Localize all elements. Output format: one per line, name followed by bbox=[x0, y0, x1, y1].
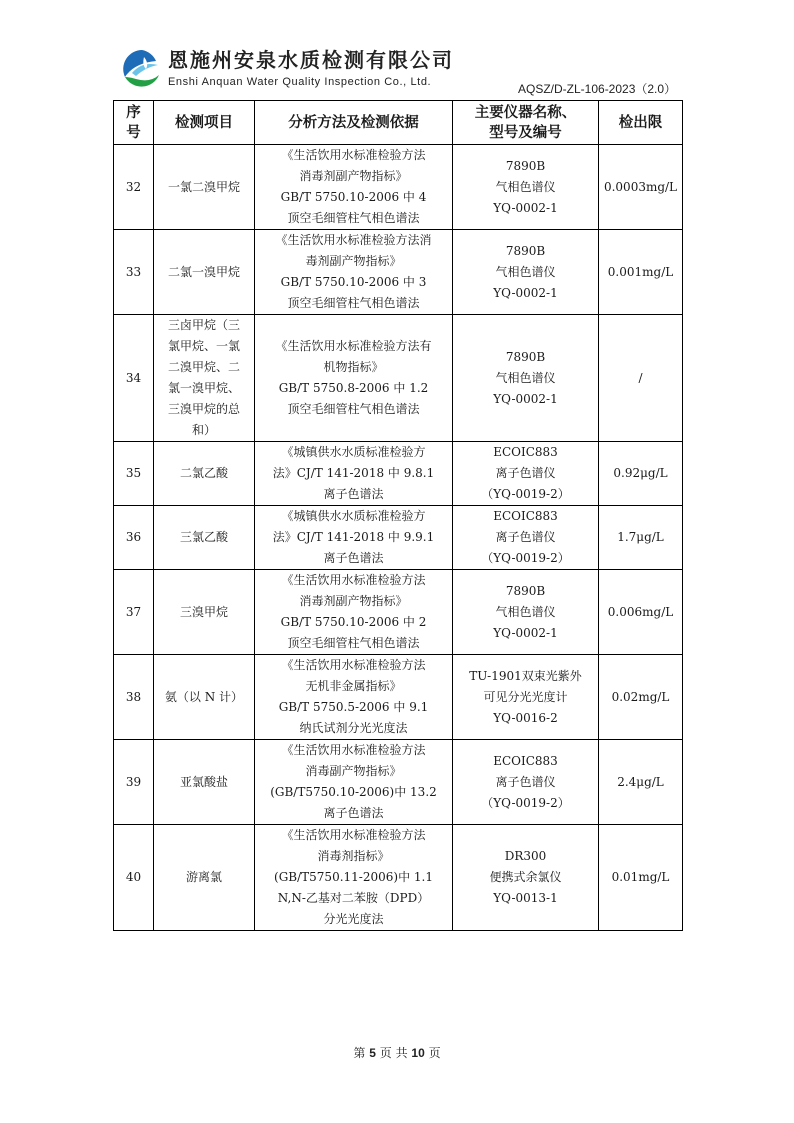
table-row bbox=[114, 825, 683, 931]
header-instrument bbox=[453, 101, 599, 145]
cell-instrument bbox=[453, 442, 599, 506]
cell-method-line: GB/T 5750.10-2006 中 3 bbox=[280, 275, 427, 289]
footer-total-pages: 10 bbox=[411, 1046, 425, 1060]
cell-instrument bbox=[453, 230, 599, 315]
cell-method-line: 无机非金属指标》 bbox=[305, 679, 402, 693]
cell-method-line: 消毒剂指标》 bbox=[317, 849, 390, 863]
footer-prefix: 第 bbox=[353, 1046, 366, 1060]
cell-no: 39 bbox=[114, 740, 154, 825]
cell-method-line: 《生活饮用水标准检验方法 bbox=[281, 658, 426, 672]
cell-method-line: 消毒副产物指标》 bbox=[305, 764, 402, 778]
cell-limit: 0.02mg/L bbox=[599, 655, 683, 740]
cell-item-line: 三溴甲烷 bbox=[179, 604, 228, 619]
cell-method-line: 《生活饮用水标准检验方法 bbox=[281, 828, 426, 842]
cell-method-line: 法》CJ/T 141-2018 中 9.9.1 bbox=[272, 530, 435, 544]
cell-method bbox=[255, 570, 453, 655]
cell-method-line: 《生活饮用水标准检验方法 bbox=[281, 148, 426, 162]
cell-item bbox=[154, 145, 255, 230]
footer-mid: 页 共 bbox=[379, 1046, 408, 1060]
cell-no: 33 bbox=[114, 230, 154, 315]
cell-item-line: 游离氯 bbox=[185, 870, 222, 884]
cell-method-line: 顶空毛细管柱气相色谱法 bbox=[287, 636, 420, 650]
cell-method-line: 纳氏试剂分光光度法 bbox=[299, 721, 408, 735]
cell-method-line: 毒剂副产物指标》 bbox=[305, 254, 402, 268]
cell-item-line: 氯一溴甲烷、 bbox=[167, 381, 240, 395]
table-row bbox=[114, 442, 683, 506]
header-no bbox=[114, 101, 154, 145]
cell-instrument-line: YQ-0002-1 bbox=[493, 391, 558, 406]
cell-instrument bbox=[453, 570, 599, 655]
table-body bbox=[114, 145, 683, 931]
footer-suffix: 页 bbox=[428, 1046, 441, 1060]
cell-instrument-line: 可见分光光度计 bbox=[483, 689, 568, 704]
cell-instrument-line: 离子色谱仪 bbox=[495, 774, 556, 789]
header-limit: 检出限 bbox=[599, 101, 683, 145]
cell-method-line: 《生活饮用水标准检验方法 bbox=[281, 743, 426, 757]
header-instrument-line: 主要仪器名称、 bbox=[474, 104, 577, 121]
cell-method-line: 消毒剂副产物指标》 bbox=[299, 594, 408, 608]
cell-method-line: GB/T 5750.10-2006 中 2 bbox=[280, 615, 427, 629]
cell-method-line: 顶空毛细管柱气相色谱法 bbox=[287, 211, 420, 225]
header-instrument-line: 型号及编号 bbox=[489, 124, 562, 141]
cell-instrument-line: 气相色谱仪 bbox=[495, 179, 556, 194]
cell-instrument-line: 7890B bbox=[505, 349, 546, 364]
cell-item bbox=[154, 740, 255, 825]
cell-no: 36 bbox=[114, 506, 154, 570]
cell-limit: 0.001mg/L bbox=[599, 230, 683, 315]
cell-no: 40 bbox=[114, 825, 154, 931]
cell-instrument-line: ECOIC883 bbox=[493, 753, 558, 768]
cell-method-line: (GB/T5750.10-2006)中 13.2 bbox=[270, 785, 437, 799]
cell-instrument-line: 气相色谱仪 bbox=[495, 370, 556, 385]
inspection-methods-table bbox=[113, 100, 683, 931]
cell-limit: 0.0003mg/L bbox=[599, 145, 683, 230]
cell-instrument-line: （YQ-0019-2） bbox=[481, 551, 570, 565]
cell-instrument-line: YQ-0002-1 bbox=[493, 625, 558, 640]
cell-method-line: 机物指标》 bbox=[323, 360, 384, 374]
cell-instrument bbox=[453, 315, 599, 442]
cell-method-line: 《生活饮用水标准检验方法 bbox=[281, 573, 426, 587]
cell-item-line: 二氯乙酸 bbox=[179, 466, 228, 480]
cell-instrument-line: DR300 bbox=[504, 849, 547, 863]
cell-instrument-line: 气相色谱仪 bbox=[495, 604, 556, 619]
cell-item-line: 三溴甲烷的总 bbox=[167, 402, 240, 416]
company-name-en: Enshi Anquan Water Quality Inspection Co., Ltd. bbox=[168, 76, 432, 88]
table-header-row bbox=[114, 101, 683, 145]
cell-method-line: 《生活饮用水标准检验方法有 bbox=[275, 339, 432, 353]
company-logo-icon bbox=[122, 49, 162, 89]
cell-method-line: 法》CJ/T 141-2018 中 9.8.1 bbox=[272, 466, 435, 480]
document-code: AQSZ/D-ZL-106-2023（2.0） bbox=[518, 82, 677, 96]
page-header bbox=[0, 0, 794, 100]
cell-item-line: 氨（以 N 计） bbox=[164, 689, 244, 704]
cell-instrument bbox=[453, 145, 599, 230]
table-row bbox=[114, 145, 683, 230]
cell-item-line: 三卤甲烷（三 bbox=[167, 318, 240, 332]
header-no-line: 序 bbox=[126, 104, 141, 121]
cell-method-line: (GB/T5750.11-2006)中 1.1 bbox=[274, 870, 433, 884]
cell-no: 32 bbox=[114, 145, 154, 230]
cell-instrument-line: 离子色谱仪 bbox=[495, 466, 556, 480]
cell-limit: 0.92μg/L bbox=[599, 442, 683, 506]
cell-instrument-line: （YQ-0019-2） bbox=[481, 487, 570, 501]
cell-item-line: 氯甲烷、一氯 bbox=[167, 339, 240, 353]
cell-instrument-line: ECOIC883 bbox=[493, 509, 558, 523]
cell-limit: / bbox=[599, 315, 683, 442]
footer-page-number: 5 bbox=[369, 1046, 376, 1060]
cell-item bbox=[154, 506, 255, 570]
cell-limit: 1.7μg/L bbox=[599, 506, 683, 570]
table-row bbox=[114, 740, 683, 825]
cell-method-line: GB/T 5750.10-2006 中 4 bbox=[280, 190, 427, 204]
cell-item bbox=[154, 230, 255, 315]
table-row bbox=[114, 230, 683, 315]
cell-method-line: 分光光度法 bbox=[323, 912, 384, 926]
cell-instrument-line: YQ-0002-1 bbox=[493, 285, 558, 300]
cell-instrument-line: 气相色谱仪 bbox=[495, 264, 556, 279]
cell-instrument-line: YQ-0013-1 bbox=[493, 891, 558, 905]
cell-instrument bbox=[453, 506, 599, 570]
cell-instrument-line: 7890B bbox=[505, 583, 546, 598]
cell-no: 34 bbox=[114, 315, 154, 442]
table-row bbox=[114, 655, 683, 740]
cell-item-line: 和） bbox=[191, 423, 216, 437]
cell-item bbox=[154, 655, 255, 740]
cell-instrument-line: TU-1901双束光紫外 bbox=[469, 668, 582, 683]
cell-method-line: 离子色谱法 bbox=[323, 487, 384, 501]
header-item: 检测项目 bbox=[154, 101, 255, 145]
cell-limit: 0.006mg/L bbox=[599, 570, 683, 655]
cell-item bbox=[154, 442, 255, 506]
cell-item-line: 三氯乙酸 bbox=[179, 530, 228, 544]
page-footer bbox=[0, 1044, 794, 1061]
cell-item-line: 亚氯酸盐 bbox=[179, 774, 228, 789]
cell-method bbox=[255, 145, 453, 230]
cell-instrument-line: （YQ-0019-2） bbox=[481, 795, 570, 810]
cell-instrument-line: YQ-0002-1 bbox=[493, 200, 558, 215]
cell-instrument bbox=[453, 825, 599, 931]
cell-item bbox=[154, 570, 255, 655]
cell-method-line: 《城镇供水水质标准检验方 bbox=[281, 445, 426, 459]
cell-method-line: 《生活饮用水标准检验方法消 bbox=[275, 233, 432, 247]
cell-instrument-line: 7890B bbox=[505, 243, 546, 258]
cell-instrument bbox=[453, 740, 599, 825]
cell-method bbox=[255, 442, 453, 506]
cell-method bbox=[255, 230, 453, 315]
cell-method bbox=[255, 740, 453, 825]
cell-method bbox=[255, 506, 453, 570]
cell-method-line: 顶空毛细管柱气相色谱法 bbox=[287, 296, 420, 310]
header-no-line: 号 bbox=[126, 124, 141, 141]
cell-method-line: 离子色谱法 bbox=[323, 806, 384, 820]
cell-method bbox=[255, 655, 453, 740]
cell-no: 37 bbox=[114, 570, 154, 655]
cell-method-line: 消毒剂副产物指标》 bbox=[299, 169, 408, 183]
cell-no: 35 bbox=[114, 442, 154, 506]
cell-method bbox=[255, 825, 453, 931]
table-row bbox=[114, 315, 683, 442]
cell-item-line: 二氯一溴甲烷 bbox=[167, 264, 240, 279]
header-method: 分析方法及检测依据 bbox=[255, 101, 453, 145]
cell-no: 38 bbox=[114, 655, 154, 740]
cell-instrument-line: 7890B bbox=[505, 158, 546, 173]
cell-method-line: GB/T 5750.8-2006 中 1.2 bbox=[278, 381, 429, 395]
cell-instrument bbox=[453, 655, 599, 740]
cell-method-line: N,N-乙基对二苯胺（DPD） bbox=[277, 891, 430, 905]
cell-limit: 2.4μg/L bbox=[599, 740, 683, 825]
table-row bbox=[114, 506, 683, 570]
cell-item-line: 二溴甲烷、二 bbox=[167, 360, 240, 374]
cell-instrument-line: ECOIC883 bbox=[493, 445, 558, 459]
cell-limit: 0.01mg/L bbox=[599, 825, 683, 931]
cell-method-line: GB/T 5750.5-2006 中 9.1 bbox=[278, 700, 429, 714]
cell-method-line: 离子色谱法 bbox=[323, 551, 384, 565]
cell-method-line: 顶空毛细管柱气相色谱法 bbox=[287, 402, 420, 416]
cell-method-line: 《城镇供水水质标准检验方 bbox=[281, 509, 426, 523]
table-row bbox=[114, 570, 683, 655]
cell-instrument-line: 离子色谱仪 bbox=[495, 530, 556, 544]
cell-item bbox=[154, 825, 255, 931]
cell-instrument-line: 便携式余氯仪 bbox=[489, 870, 562, 884]
company-name-cn: 恩施州安泉水质检测有限公司 bbox=[168, 48, 454, 72]
cell-item-line: 一氯二溴甲烷 bbox=[167, 179, 240, 194]
cell-instrument-line: YQ-0016-2 bbox=[493, 710, 558, 725]
cell-method bbox=[255, 315, 453, 442]
cell-item bbox=[154, 315, 255, 442]
